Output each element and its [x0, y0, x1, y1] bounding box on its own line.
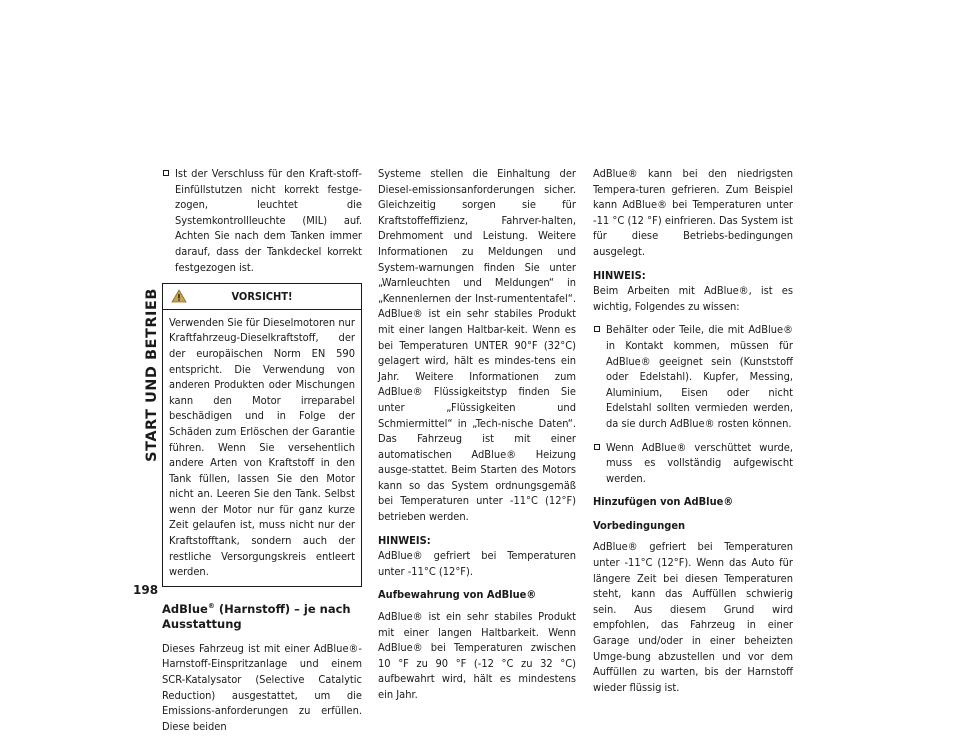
bullet-text: Ist der Verschluss für den Kraft-stoff-Einfüllstutzen nicht korrekt festge-zogen, leuchtet die Systemkontrollleuchte (MIL) auf. Achten Sie nach dem Tanken immer darauf, dass der Tankdeckel korrekt festgezogen ist.: [175, 167, 362, 274]
paragraph: AdBlue® ist ein sehr stabiles Produkt mit einer langen Haltbarkeit. Wenn AdBlue® bei Temperaturen zwischen 10 °F zu 90 °F (-12 °C zu 32 °C) aufbewahrt wird, hält es mindestens ein Jahr.: [378, 610, 576, 701]
side-section-title-text: START UND BETRIEB: [144, 288, 161, 462]
subsection-heading: Hinzufügen von AdBlue®: [593, 495, 734, 509]
note-label: HINWEIS:: [378, 533, 431, 547]
caution-header: [163, 284, 361, 310]
heading-rest: (Harnstoff) – je nach Ausstattung: [162, 601, 351, 632]
subsection-heading: Aufbewahrung von AdBlue®: [378, 588, 537, 602]
square-bullet-icon: [594, 326, 600, 332]
column-2: [378, 166, 576, 711]
paragraph: Dieses Fahrzeug ist mit einer AdBlue®-Harnstoff-Einspritzanlage und einem SCR-Katalysator (Selective Catalytic Reduction) ausgestattet, um die Emissions-anforderungen zu erfüllen. Diese beiden: [162, 641, 362, 733]
bullet-item: [593, 440, 793, 487]
page-number: 198: [133, 583, 159, 597]
bullet-item: [162, 166, 362, 275]
caution-box: [162, 283, 362, 587]
paragraph: AdBlue® gefriert bei Temperaturen unter -11°C (12°F). Wenn das Auto für längere Zeit bei diesen Temperaturen steht, kann das Auffüllen schwierig sein. Aus diesem Grund wird empfohlen, das Fahrzeug in einer Garage und/oder in einer beheizten Umge-bung abzustellen und vor dem Auffüllen zu warten, bis der Harnstoff wieder flüssig ist.: [593, 540, 793, 694]
warning-icon: [171, 289, 187, 303]
note-text: Beim Arbeiten mit AdBlue®, ist es wichtig, Folgendes zu wissen:: [593, 284, 793, 313]
heading-main: AdBlue: [162, 601, 208, 616]
column-3: [593, 166, 793, 703]
square-bullet-icon: [594, 444, 600, 450]
bullet-text: Wenn AdBlue® verschüttet wurde, muss es vollständig aufgewischt werden.: [606, 440, 793, 485]
section-heading: [162, 599, 362, 633]
column-1: [162, 166, 362, 742]
paragraph: AdBlue® kann bei den niedrigsten Tempera-turen gefrieren. Zum Beispiel kann AdBlue® bei Temperaturen unter -11 °C (12 °F) einfrieren. Das System ist für diese Betriebs-bedingungen ausgelegt.: [593, 167, 793, 258]
caution-title: VORSICHT!: [231, 290, 293, 304]
square-bullet-icon: [163, 170, 169, 176]
note-text: AdBlue® gefriert bei Temperaturen unter -11°C (12°F).: [378, 549, 576, 578]
heading-registered-mark: ®: [207, 601, 215, 610]
subsection-subheading: Vorbedingungen: [593, 518, 686, 532]
paragraph: Systeme stellen die Einhaltung der Diesel-emissionsanforderungen sicher. Gleichzeitig sorgen sie für Kraftstoffeffizienz, Fahrver-halten, Drehmoment und Leistung. Weitere Informationen zu Meldungen und System-warnungen finden Sie unter „Warnleuchten und Meldungen“ in „Kennenlernen der Inst-rumententafel“. AdBlue® ist ein sehr stabiles Produkt mit einer langen Haltbar-keit. Wenn es bei Temperaturen UNTER 90°F (32°C) gelagert wird, hält es mindes-tens ein Jahr. Weitere Informationen zum AdBlue® Flüssigkeitstyp finden Sie unter „Flüssigkeiten und Schmiermittel“ in „Tech-nische Daten“. Das Fahrzeug ist mit einer automatischen AdBlue® Heizung ausge-stattet. Beim Starten des Motors kann so das System ordnungsgemäß bei Temperaturen unter -11°C (12°F) betrieben werden.: [378, 167, 576, 524]
note-label: HINWEIS:: [593, 268, 646, 282]
bullet-item: [593, 322, 793, 431]
bullet-text: Behälter oder Teile, die mit AdBlue® in Kontakt kommen, müssen für AdBlue® geeignet sein (Kunststoff oder Edelstahl). Kupfer, Messing, Aluminium, Eisen oder nicht Edelstahl sollten vermieden werden, da sie durch AdBlue® rosten können.: [606, 323, 793, 430]
caution-text: Verwenden Sie für Dieselmotoren nur Kraftfahrzeug-Dieselkraftstoff, der der europäischen Norm EN 590 entspricht. Die Verwendung von anderen Produkten oder Mischungen kann den Motor irreparabel beschädigen und in Folge der Schäden zum Erlöschen der Garantie führen. Wenn Sie versehentlich andere Arten von Kraftstoff in den Tank füllen, lassen Sie den Motor nicht an. Leeren Sie den Tank. Selbst wenn der Motor nur für ganz kurze Zeit gelaufen ist, muss nicht nur der Kraftstofftank, sondern auch der restliche Versorgungskreis entleert werden.: [169, 315, 355, 579]
